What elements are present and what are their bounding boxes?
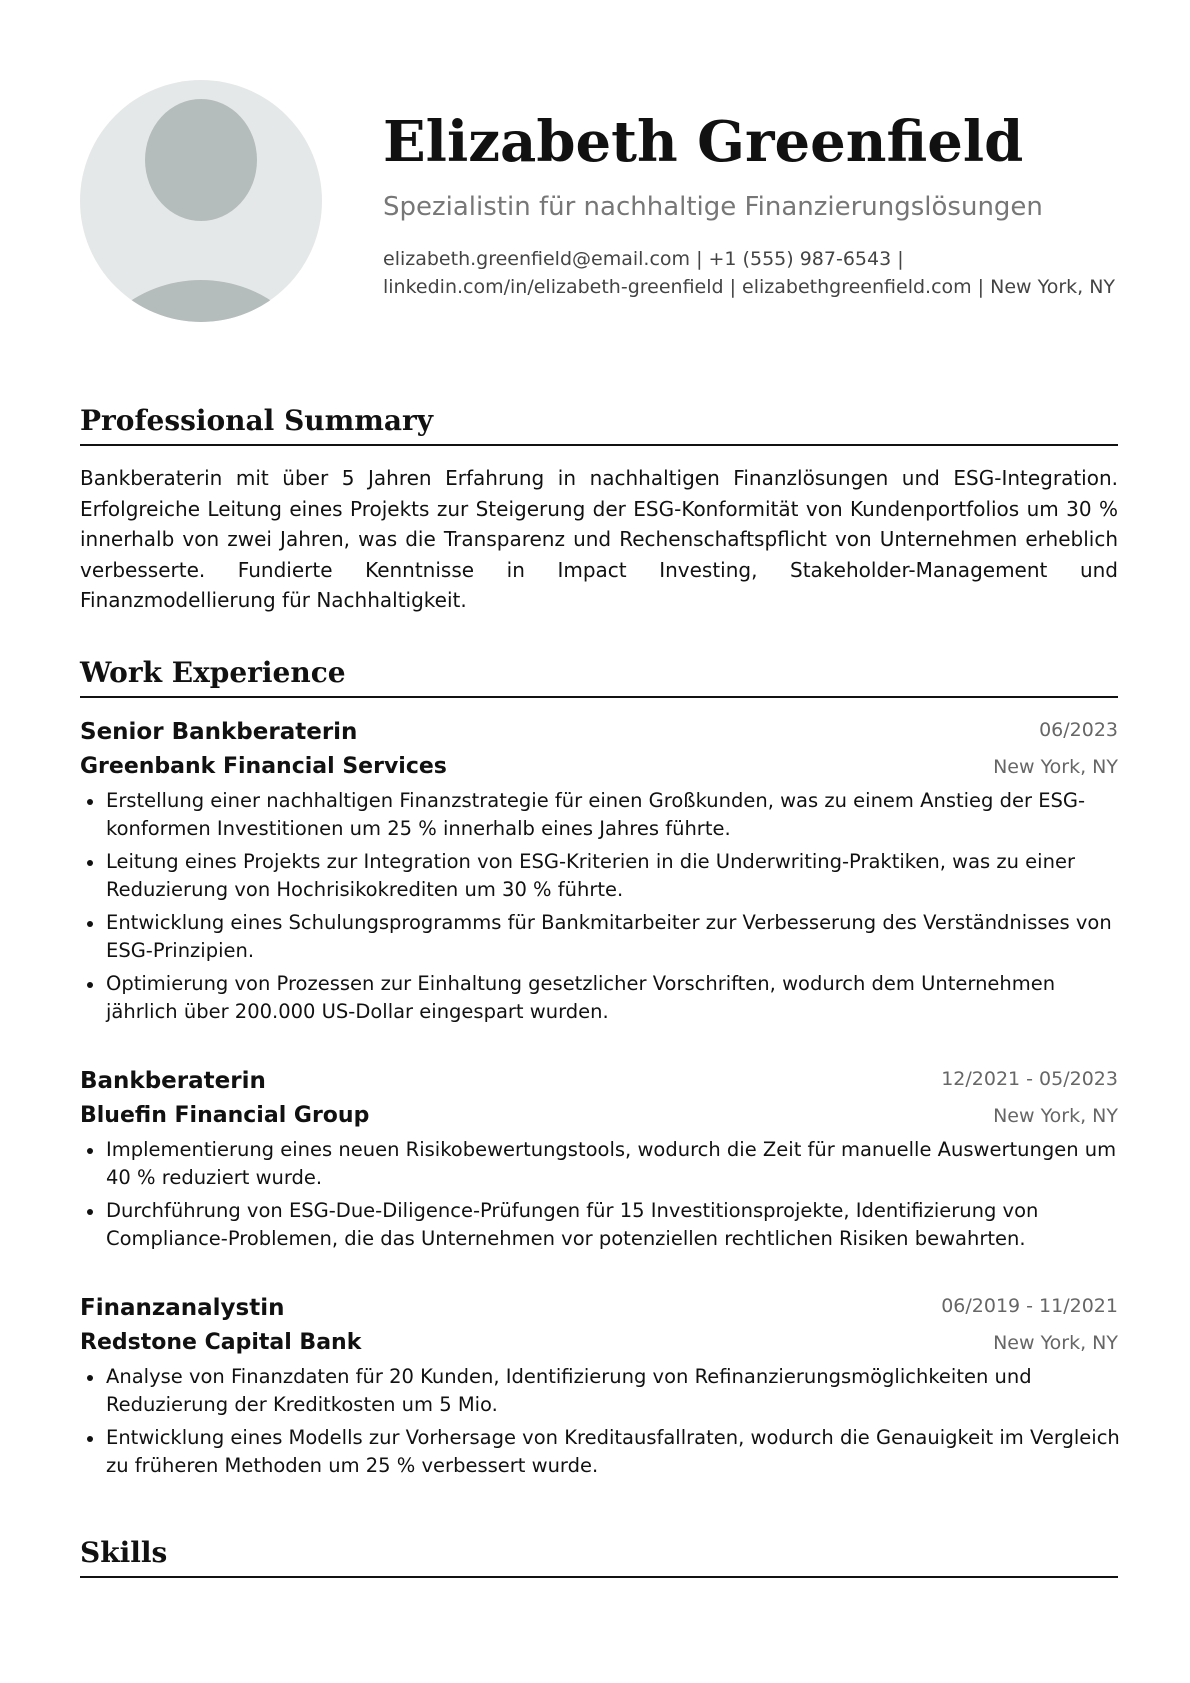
- job-company: Bluefin Financial Group: [80, 1103, 370, 1128]
- job-date: 12/2021 - 05/2023: [941, 1068, 1118, 1090]
- contact-line-2: linkedin.com/in/elizabeth-greenfield | elizabethgreenfield.com | New York, NY: [383, 276, 1116, 298]
- job-date: 06/2023: [1039, 719, 1118, 741]
- avatar: [80, 80, 322, 322]
- job-bullet-text: Optimierung von Prozessen zur Einhaltung gesetzlicher Vorschriften, wodurch dem Unternehmen jährlich über 200.000 US-Dollar eingespart wurden.: [106, 972, 1056, 1023]
- bullet-icon: [87, 860, 93, 866]
- job-bullet: [80, 1197, 1120, 1253]
- job-location: New York, NY: [993, 1332, 1118, 1354]
- job-bullet-text: Leitung eines Projekts zur Integration von ESG-Kriterien in die Underwriting-Praktiken, was zu einer Reduzierung von Hochrisikokrediten um 30 % führte.: [106, 850, 1075, 901]
- job-bullet-list: [80, 1363, 1120, 1485]
- section-heading-skills: Skills: [80, 1534, 1118, 1578]
- summary-text: Bankberaterin mit über 5 Jahren Erfahrung in nachhaltigen Finanzlösungen und ESG-Integration. Erfolgreiche Leitung eines Projekts zur Steigerung der ESG-Konformität von Kundenportfolios um 30 % innerhalb von zwei Jahren, was die Transparenz und Rechenschaftspflicht von Unternehmen erheblich verbesserte. Fundierte Kenntnisse in Impact Investing, Stakeholder-Management und Finanzmodellierung für Nachhaltigkeit.: [80, 466, 1118, 612]
- job-location: New York, NY: [993, 756, 1118, 778]
- job-bullet: [80, 848, 1120, 904]
- bullet-icon: [87, 921, 93, 927]
- job-bullet-list: [80, 1136, 1120, 1258]
- section-heading-experience: Work Experience: [80, 654, 1118, 698]
- job-bullet-text: Implementierung eines neuen Risikobewertungstools, wodurch die Zeit für manuelle Auswertungen um 40 % reduziert wurde.: [106, 1138, 1117, 1189]
- contact-info: [383, 245, 1123, 301]
- job-bullet-text: Durchführung von ESG-Due-Diligence-Prüfungen für 15 Investitionsprojekte, Identifizierung von Compliance-Problemen, die das Unternehmen vor potenziellen rechtlichen Risiken bewahrten.: [106, 1199, 1039, 1250]
- bullet-icon: [87, 799, 93, 805]
- bullet-icon: [87, 1436, 93, 1442]
- job-bullet: [80, 1363, 1120, 1419]
- job-bullet: [80, 1424, 1120, 1480]
- bullet-icon: [87, 982, 93, 988]
- user-placeholder-icon: [80, 80, 322, 322]
- job-bullet-text: Entwicklung eines Schulungsprogramms für Bankmitarbeiter zur Verbesserung des Verständnisses von ESG-Prinzipien.: [106, 911, 1112, 962]
- job-title: Finanzanalystin: [80, 1295, 285, 1321]
- job-bullet: [80, 970, 1120, 1026]
- job-bullet: [80, 1136, 1120, 1192]
- bullet-icon: [87, 1209, 93, 1215]
- job-bullet-text: Erstellung einer nachhaltigen Finanzstrategie für einen Großkunden, was zu einem Anstieg der ESG-konformen Investitionen um 25 % innerhalb eines Jahres führte.: [106, 789, 1086, 840]
- bullet-icon: [87, 1375, 93, 1381]
- job-company: Greenbank Financial Services: [80, 754, 447, 779]
- job-company: Redstone Capital Bank: [80, 1330, 362, 1355]
- job-bullet: [80, 787, 1120, 843]
- candidate-title: Spezialistin für nachhaltige Finanzierungslösungen: [383, 192, 1043, 222]
- job-date: 06/2019 - 11/2021: [941, 1295, 1118, 1317]
- contact-line-1: elizabeth.greenfield@email.com | +1 (555) 987-6543 |: [383, 248, 904, 270]
- job-title: Senior Bankberaterin: [80, 719, 358, 745]
- job-bullet: [80, 909, 1120, 965]
- job-location: New York, NY: [993, 1105, 1118, 1127]
- job-bullet-text: Entwicklung eines Modells zur Vorhersage von Kreditausfallraten, wodurch die Genauigkeit im Vergleich zu früheren Methoden um 25 % verbessert wurde.: [106, 1426, 1120, 1477]
- job-bullet-list: [80, 787, 1120, 1031]
- job-title: Bankberaterin: [80, 1068, 266, 1094]
- bullet-icon: [87, 1148, 93, 1154]
- section-heading-summary: Professional Summary: [80, 402, 1118, 446]
- candidate-name: Elizabeth Greenfield: [383, 109, 1024, 175]
- job-bullet-text: Analyse von Finanzdaten für 20 Kunden, Identifizierung von Refinanzierungsmöglichkeiten und Reduzierung der Kreditkosten um 5 Mio.: [106, 1365, 1032, 1416]
